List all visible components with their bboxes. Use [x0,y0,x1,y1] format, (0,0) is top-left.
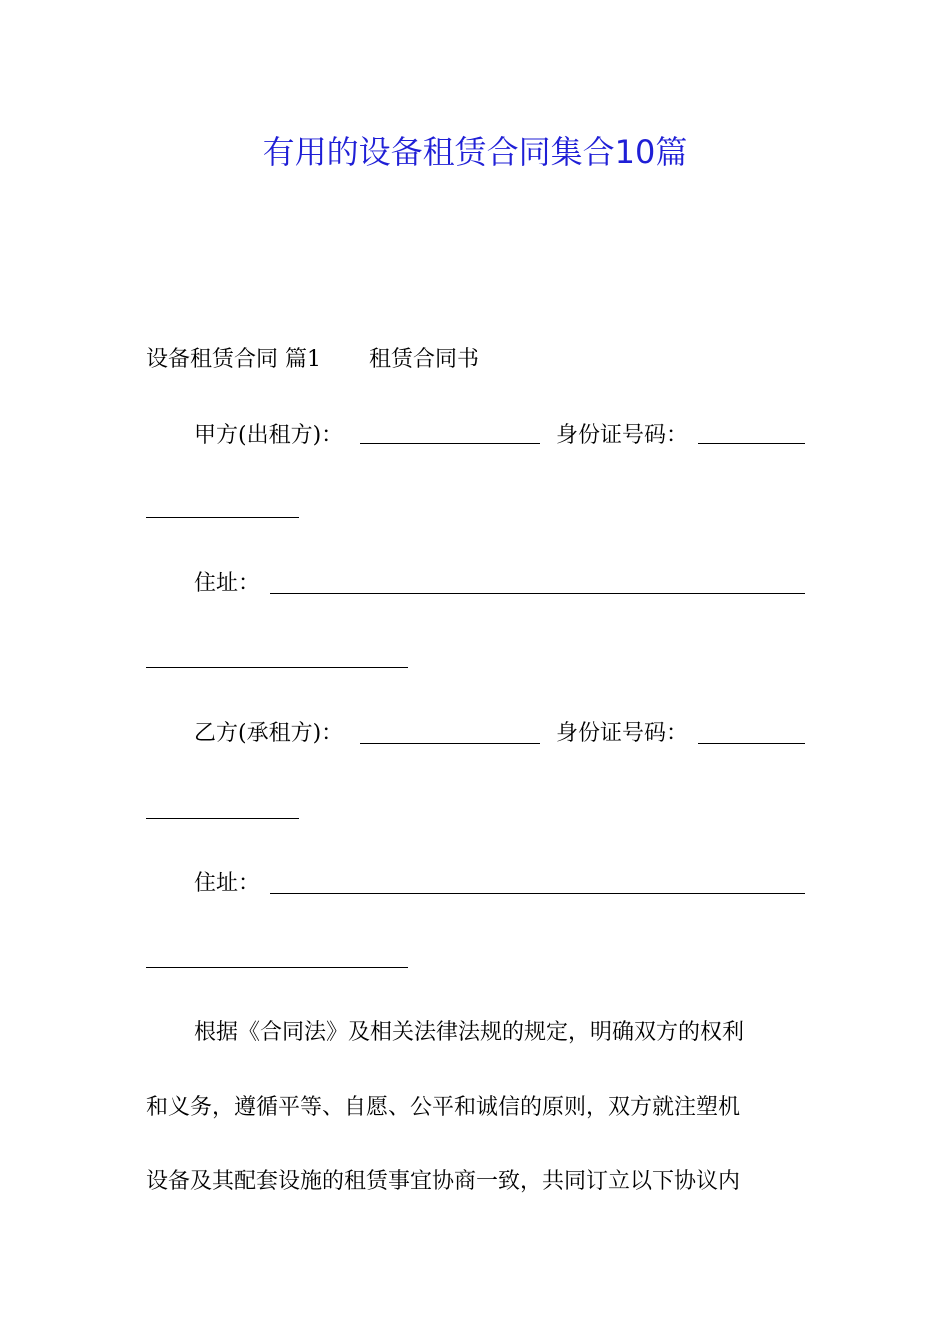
party-b-address-label: 住址： [194,871,261,896]
party-a-id-label: 身份证号码： [556,423,689,448]
party-a-label: 甲方(出租方)： [194,423,344,448]
section-heading-row [146,344,479,376]
party-b-id-blank-continued [146,818,299,819]
body-line-2: 和义务，遵循平等、自愿、公平和诚信的原则，双方就注塑机 [146,1095,741,1120]
party-a-name-blank [360,443,540,444]
party-a-id-blank-continued [146,517,299,518]
party-a-address-label: 住址： [194,571,261,596]
body-line-1: 根据《合同法》及相关法律法规的规定，明确双方的权利 [194,1020,745,1045]
body-line-3: 设备及其配套设施的租赁事宜协商一致，共同订立以下协议内 [146,1169,741,1194]
party-b-address-blank-continued [146,967,408,968]
document-title: 有用的设备租赁合同集合10篇 [262,133,688,171]
party-a-address-blank-continued [146,667,408,668]
party-b-address-blank [270,893,805,894]
party-a-address-blank [270,593,805,594]
party-b-id-blank [698,743,805,744]
section-subtitle: 租赁合同书 [369,347,480,372]
party-b-label: 乙方(承租方)： [194,721,344,746]
party-b-id-label: 身份证号码： [556,721,689,746]
section-heading: 设备租赁合同 篇1 [146,347,321,372]
party-a-id-blank [698,443,805,444]
party-b-name-blank [360,743,540,744]
